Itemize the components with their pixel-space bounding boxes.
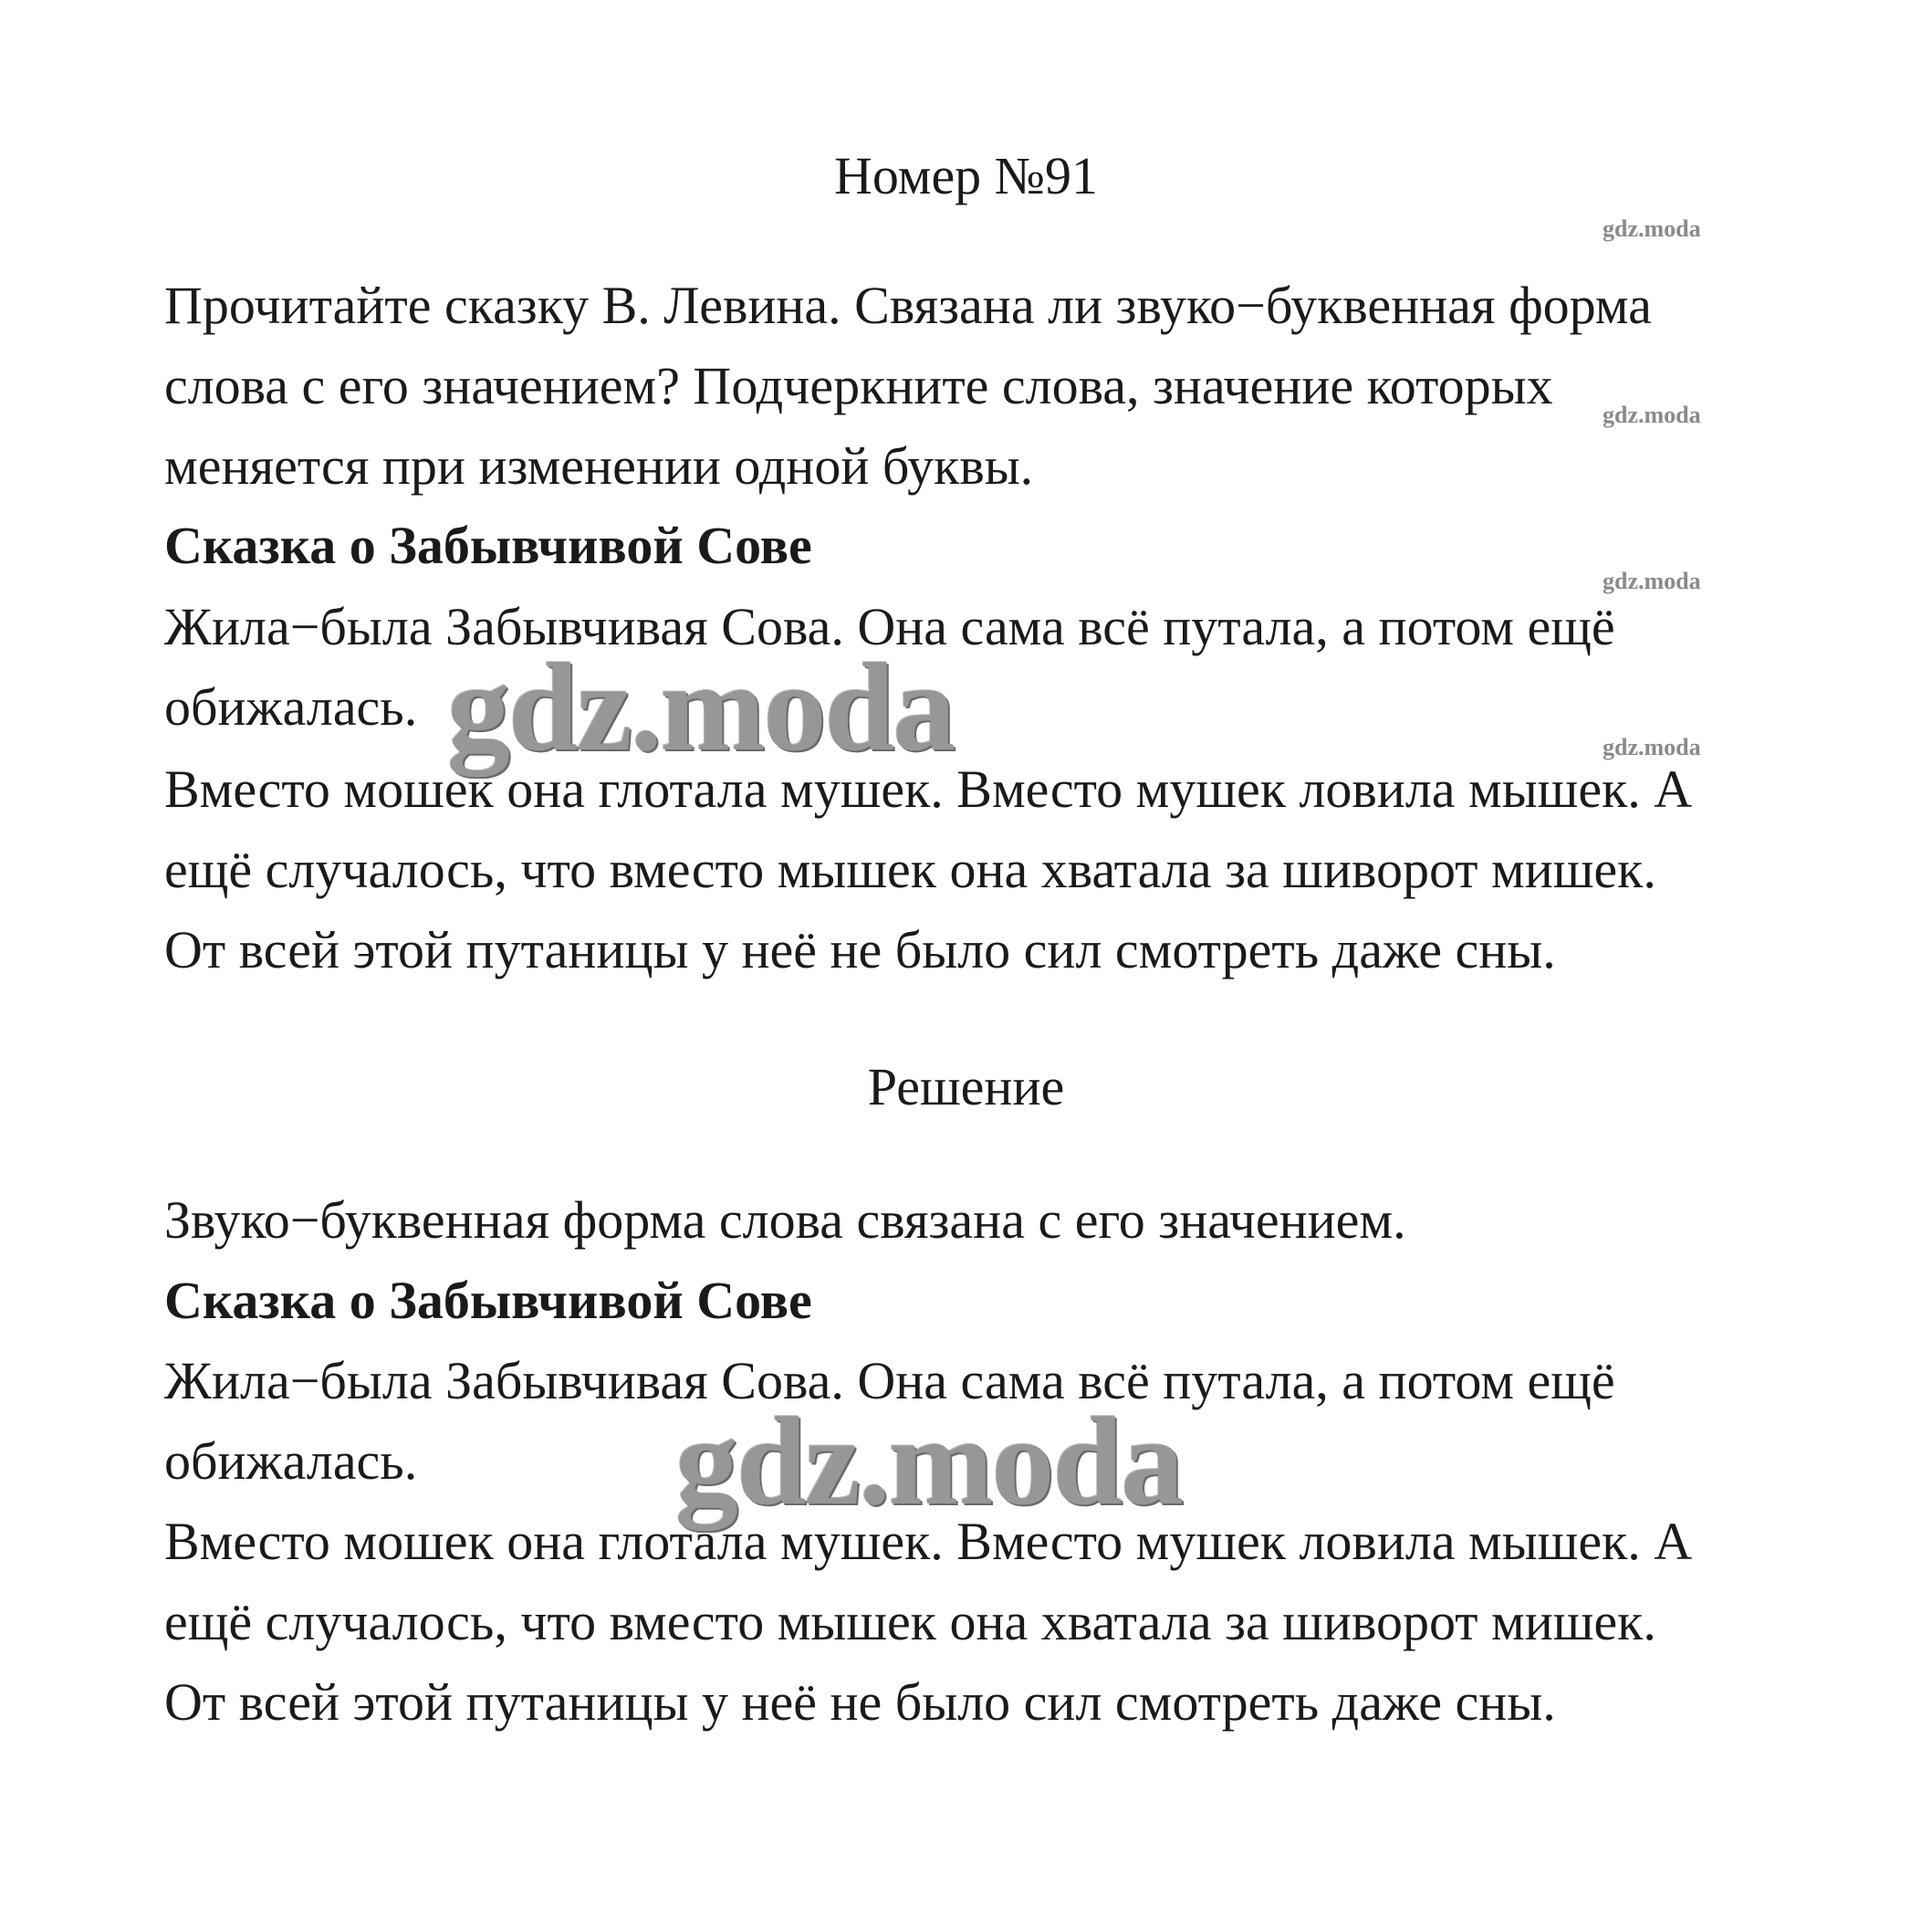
watermark-small: gdz.moda [1603, 215, 1701, 242]
task-line: Прочитайте сказку В. Левина. Связана ли звуко−буквенная форма [164, 276, 1652, 335]
watermark-small: gdz.moda [1603, 568, 1701, 594]
page-title: Номер №91 [833, 146, 1099, 205]
watermark-small: gdz.moda [1603, 402, 1701, 428]
story-line: ещё случалось, что вместо мышек она хватала за шиворот мишек. [164, 840, 1656, 899]
watermark-large: gdz.moda [675, 1391, 1183, 1531]
story-line: обижалась. [164, 677, 418, 737]
story-line: От всей этой путаницы у неё не было сил смотреть даже сны. [164, 1672, 1556, 1732]
story-line: Вместо мошек она глотала мушек. Вместо мушек ловила мышек. А [164, 1512, 1693, 1571]
watermark-large: gdz.moda [447, 637, 955, 777]
solution-heading: Решение [867, 1057, 1065, 1116]
story-title: Сказка о Забывчивой Сове [164, 1271, 812, 1330]
story-title: Сказка о Забывчивой Сове [164, 516, 812, 575]
watermark-small: gdz.moda [1603, 734, 1701, 760]
story-line: Жила−была Забывчивая Сова. Она сама всё путала, а потом ещё [164, 597, 1615, 656]
task-line: слова с его значением? Подчеркните слова, значение которых [164, 356, 1553, 415]
story-line: ещё случалось, что вместо мышек она хватала за шиворот мишек. [164, 1592, 1656, 1651]
story-line: обижалась. [164, 1431, 418, 1491]
story-line: Жила−была Забывчивая Сова. Она сама всё путала, а потом ещё [164, 1351, 1615, 1410]
story-line: Вместо мошек она глотала мушек. Вместо мушек ловила мышек. А [164, 759, 1693, 819]
story-line: От всей этой путаницы у неё не было сил смотреть даже сны. [164, 920, 1556, 979]
task-line: меняется при изменении одной буквы. [164, 436, 1034, 496]
answer-line: Звуко−буквенная форма слова связана с его значением. [164, 1190, 1406, 1250]
